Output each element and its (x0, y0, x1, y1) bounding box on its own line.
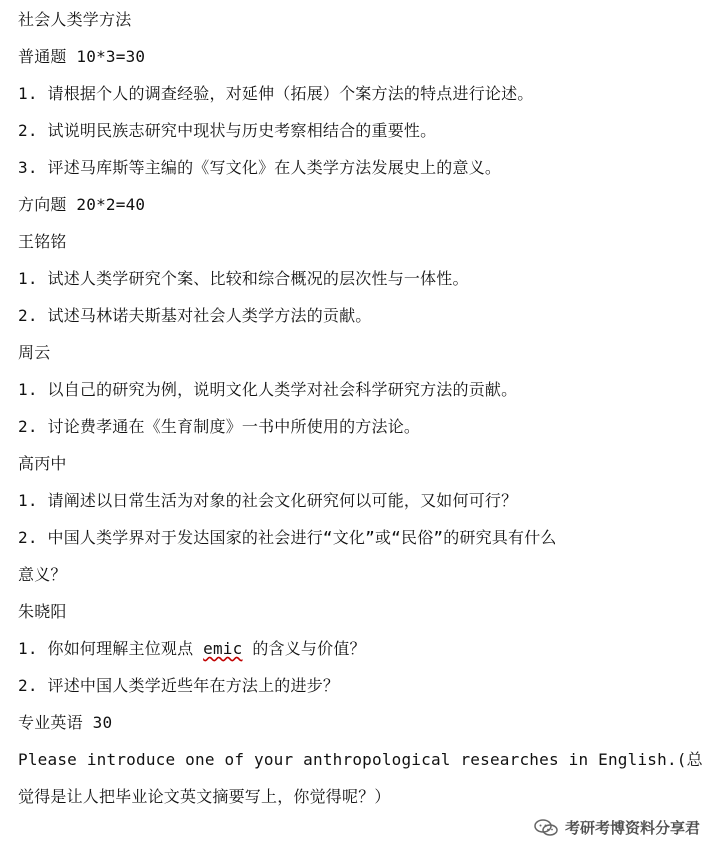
professor-gao-bingzhong: 高丙中 (18, 454, 67, 473)
zhu-question-1-after: 的含义与价值？ (242, 639, 366, 658)
gao-question-2-line2: 意义？ (18, 565, 67, 584)
wechat-watermark (533, 817, 700, 838)
zhou-question-1: 1. 以自己的研究为例，说明文化人类学对社会科学研究方法的贡献。 (18, 380, 518, 399)
english-question-line1: Please introduce one of your anthropological researches in English.(总 (18, 750, 703, 769)
professor-zhu-xiaoyang: 朱晓阳 (18, 602, 67, 621)
english-question-line2: 觉得是让人把毕业论文英文摘要写上，你觉得呢？） (18, 787, 391, 806)
emic-term: emic (203, 639, 243, 658)
general-question-1: 1. 请根据个人的调查经验，对延伸（拓展）个案方法的特点进行论述。 (18, 84, 534, 103)
general-question-3: 3. 评述马库斯等主编的《写文化》在人类学方法发展史上的意义。 (18, 158, 502, 177)
professor-wang-mingming: 王铭铭 (18, 232, 67, 251)
zhou-question-2: 2. 讨论费孝通在《生育制度》一书中所使用的方法论。 (18, 417, 421, 436)
section-direction-questions: 方向题 20*2=40 (18, 195, 146, 214)
zhu-question-1 (18, 639, 704, 659)
doc-title: 社会人类学方法 (18, 10, 132, 29)
zhu-question-2: 2. 评述中国人类学近些年在方法上的进步？ (18, 676, 340, 695)
general-question-2: 2. 试说明民族志研究中现状与历史考察相结合的重要性。 (18, 121, 437, 140)
gao-question-1: 1. 请阐述以日常生活为对象的社会文化研究何以可能，又如何可行？ (18, 491, 518, 510)
wang-question-2: 2. 试述马林诺夫斯基对社会人类学方法的贡献。 (18, 306, 372, 325)
zhu-question-1-before: 1. 你如何理解主位观点 (18, 639, 204, 658)
wechat-icon (533, 818, 559, 838)
section-general-questions: 普通题 10*3=30 (18, 47, 146, 66)
gao-question-2-line1: 2. 中国人类学界对于发达国家的社会进行“文化”或“民俗”的研究具有什么 (18, 528, 557, 547)
watermark-text: 考研考博资料分享君 (564, 819, 700, 837)
section-professional-english: 专业英语 30 (18, 713, 113, 732)
professor-zhou-yun: 周云 (18, 343, 51, 362)
wang-question-1: 1. 试述人类学研究个案、比较和综合概况的层次性与一体性。 (18, 269, 469, 288)
